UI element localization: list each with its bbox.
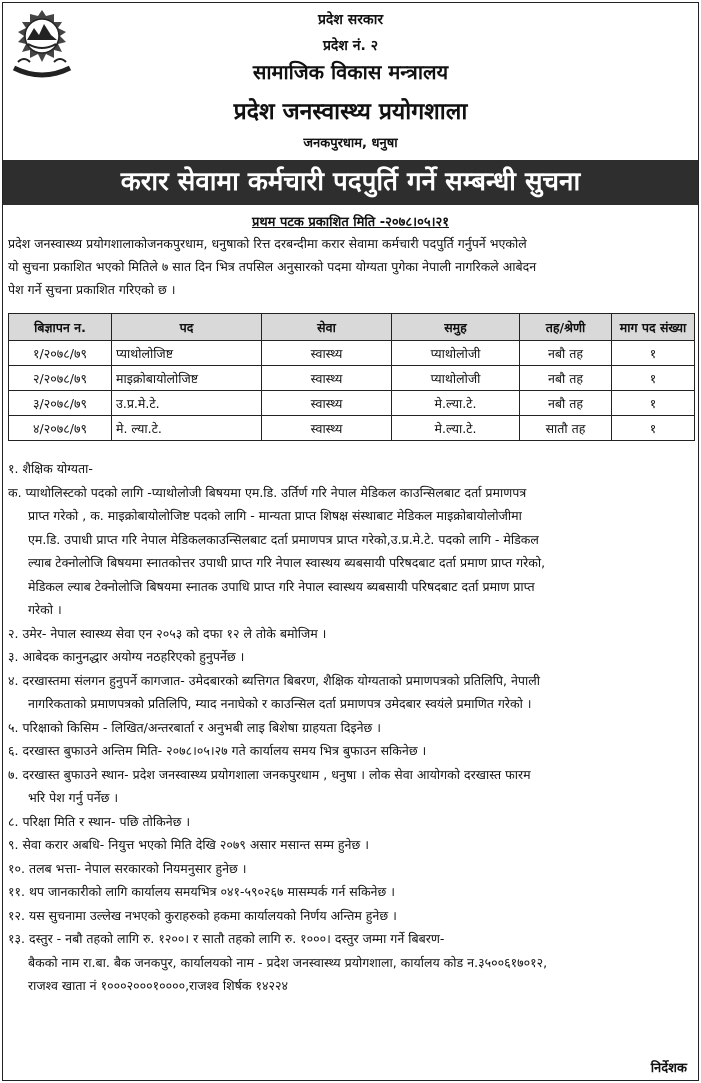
- table-row: [9, 391, 695, 416]
- section-documents-cont: नागरिकताको प्रमाणपत्रको प्रतिलिपि, म्याद ननाघेको र काउन्सिल दर्ता प्रमाणपत्र उमेदबार स्वयंले प्रमाणित गरेको ।: [28, 696, 532, 711]
- cell-post: माइक्रोबायोलोजिष्ट: [112, 366, 262, 391]
- section-exam-date: ८. परिक्षा मिति र स्थान- पछि तोकिनेछ ।: [8, 813, 191, 829]
- section-fee-account: राजश्व खाता नं १०००२०००१००००,राजश्व शिर्षक १४२२४: [28, 978, 288, 993]
- cell-service: स्वास्थ्य: [262, 416, 392, 441]
- section-deadline: ६. दरखास्त बुफाउने अन्तिम मिति- २०७८।०५।२७ गते कार्यालय समय भित्र बुफाउन सकिनेछ ।: [8, 743, 427, 758]
- section-submission-place: ७. दरखास्त बुफाउने स्थान- प्रदेश जनस्वास्थ्य प्रयोगशाला जनकपुरधाम , धनुषा । लोक सेवा आयोगको दरखास्त फारम: [8, 766, 531, 782]
- section-exam-type: ५. परिक्षाको किसिम - लिखित/अन्तरबार्ता र अनुभबी लाइ बिशेषा ग्राहयता दिइनेछ ।: [8, 719, 382, 735]
- section-age: २. उमेर- नेपाल स्वास्थ्य सेवा एन २०५३ को दफा १२ ले तोके बमोजिम ।: [8, 625, 327, 641]
- published-date: प्रथम पटक प्रकाशित मिति -२०७८।०५।२१: [251, 215, 450, 230]
- header-address: जनकपुरधाम, धनुषा: [303, 136, 398, 151]
- table-row: [9, 416, 695, 441]
- intro-line: प्रदेश जनस्वास्थ्य प्रयोगशालाकोजनकपुरधाम, धनुषाको रित्त दरबन्दीमा करार सेवामा कर्मचारी पदपुर्ति गर्नुपर्ने भएकोले: [8, 236, 527, 251]
- cell-adv-no: १/२०७८/७९: [9, 341, 112, 366]
- cell-post: प्याथोलोजिष्ट: [112, 341, 262, 366]
- qualification-line: एम.डि. उपाधी प्राप्त गरि नेपाल मेडिकलकाउन्सिलबाट दर्ता प्रमाणपत्र प्राप्त गरेको,उ.प्र.मे.टे. पदको लागि - मेडिकल: [28, 531, 539, 547]
- intro-line: पेश गर्ने सुचना प्रकाशित गरिएको छ ।: [8, 282, 176, 297]
- col-level: तह/श्रेणी: [520, 314, 612, 341]
- notice-banner: करार सेवामा कर्मचारी पदपुर्ति गर्ने सम्बन्धी सुचना: [3, 160, 698, 205]
- col-advertisement-no: बिज्ञापन न.: [9, 314, 112, 341]
- section-eligibility: ३. आबेदक कानुनद्धार अयोग्य नठहरिएको हुनुपर्नेछ ।: [8, 649, 245, 664]
- qualification-line: प्राप्त गरेको , क. माइक्रोबायोलोजिष्ट पदको लागि - मान्यता प्राप्त शिषक्ष संस्थाबाट मेडिकल माइक्रोबायोलोजीमा: [28, 508, 522, 523]
- section-submission-place-cont: भरि पेश गर्नु पर्नेछ ।: [28, 790, 119, 805]
- section-contact: ११. थप जानकारीको लागि कार्यालय समयभित्र ०४१-५९०२६७ मासम्पर्क गर्न सकिनेछ ।: [8, 884, 395, 899]
- cell-level: सातौ तह: [520, 416, 612, 441]
- vacancy-table: [8, 313, 695, 441]
- table-row: [9, 341, 695, 366]
- cell-adv-no: ३/२०७८/७९: [9, 391, 112, 416]
- header-government: प्रदेश सरकार: [317, 12, 384, 28]
- cell-level: नबौ तह: [520, 391, 612, 416]
- cell-count: १: [612, 391, 695, 416]
- cell-post: उ.प्र.मे.टे.: [112, 391, 262, 416]
- col-post: पद: [112, 314, 262, 341]
- section-contract-period: ९. सेवा करार अबधि- नियुत्त भएको मिति देखि २०७९ असार मसान्त सम्म हुनेछ ।: [8, 837, 369, 852]
- section-fee-bank: बैकको नाम रा.बा. बैक जनकपुर, कार्यालयको नाम - प्रदेश जनस्वास्थ्य प्रयोगशाला, कार्यालय कोड न.३५००६१७०१२,: [28, 954, 548, 970]
- cell-count: १: [612, 366, 695, 391]
- qualification-line: क. प्याथोलिस्टको पदको लागि -प्याथोलोजी बिषयमा एम.डि. उर्तिर्ण गरि नेपाल मेडिकल काउन्सिलबाट दर्ता प्रमाणपत्र: [8, 484, 527, 500]
- signature-director: निर्देशक: [650, 1061, 687, 1076]
- cell-group: मे.ल्या.टे.: [392, 391, 520, 416]
- cell-level: नबौ तह: [520, 366, 612, 391]
- section-fee: १३. दस्तुर - नबौ तहको लागि रु. १२००। र सातौ तहको लागि रु. १०००। दस्तुर जम्मा गर्ने बिबरण-: [8, 931, 445, 946]
- header-province: प्रदेश नं. २: [322, 38, 379, 54]
- cell-service: स्वास्थ्य: [262, 341, 392, 366]
- section-salary: १०. तलब भत्ता- नेपाल सरकारको नियमनुसार हुनेछ ।: [8, 860, 247, 876]
- table-header-row: [9, 314, 695, 341]
- cell-count: १: [612, 416, 695, 441]
- cell-group: प्याथोलोजी: [392, 366, 520, 391]
- col-service: सेवा: [262, 314, 392, 341]
- section-qualification-title: १. शैक्षिक योग्यता-: [8, 461, 93, 476]
- cell-service: स्वास्थ्य: [262, 391, 392, 416]
- cell-adv-no: २/२०७८/७९: [9, 366, 112, 391]
- section-final-decision: १२. यस सुचनामा उल्लेख नभएको कुराहरुको हकमा कार्यालयको निर्णय अन्तिम हुनेछ ।: [8, 907, 397, 923]
- cell-group: मे.ल्या.टे.: [392, 416, 520, 441]
- cell-level: नबौ तह: [520, 341, 612, 366]
- qualification-line: गरेको ।: [28, 602, 62, 617]
- table-row: [9, 366, 695, 391]
- intro-line: यो सुचना प्रकाशित भएको मितिले ७ सात दिन भित्र तपसिल अनुसारको पदमा योग्यता पुगेका नेपाली नागरिकले आबेदन: [8, 259, 537, 274]
- intro-paragraph: [8, 232, 690, 301]
- header-office: प्रदेश जनस्वास्थ्य प्रयोगशाला: [233, 99, 468, 125]
- col-post-count: माग पद संख्या: [612, 314, 695, 341]
- cell-count: १: [612, 341, 695, 366]
- cell-adv-no: ४/२०७८/७९: [9, 416, 112, 441]
- cell-post: मे. ल्या.टे.: [112, 416, 262, 441]
- qualification-line: मेडिकल ल्याब टेक्नोलोजि बिषयमा स्नातक उपाधि प्राप्त गरि नेपाल स्वास्थय ब्यबसायी परिषदबाट दर्ता प्रमाण प्राप्त: [28, 578, 535, 594]
- conditions-list: [8, 457, 698, 998]
- col-group: समुह: [392, 314, 520, 341]
- section-documents: ४. दरखास्तमा संलगन हुनुपर्ने कागजात- उमेदबारको ब्यत्तिगत बिबरण, शैक्षिक योग्यताको प्रमाणपत्रको प्रतिलिपि, नेपाली: [8, 672, 540, 688]
- cell-group: प्याथोलोजी: [392, 341, 520, 366]
- cell-service: स्वास्थ्य: [262, 366, 392, 391]
- qualification-line: ल्याब टेक्नोलोजि बिषयमा स्नातकोत्तर उपाधी प्राप्त गरि नेपाल स्वास्थय ब्यबसायी परिषदबाट दर्ता प्रमाण प्राप्त गरेको,: [28, 555, 546, 570]
- header-ministry: सामाजिक विकास मन्त्रालय: [252, 60, 449, 84]
